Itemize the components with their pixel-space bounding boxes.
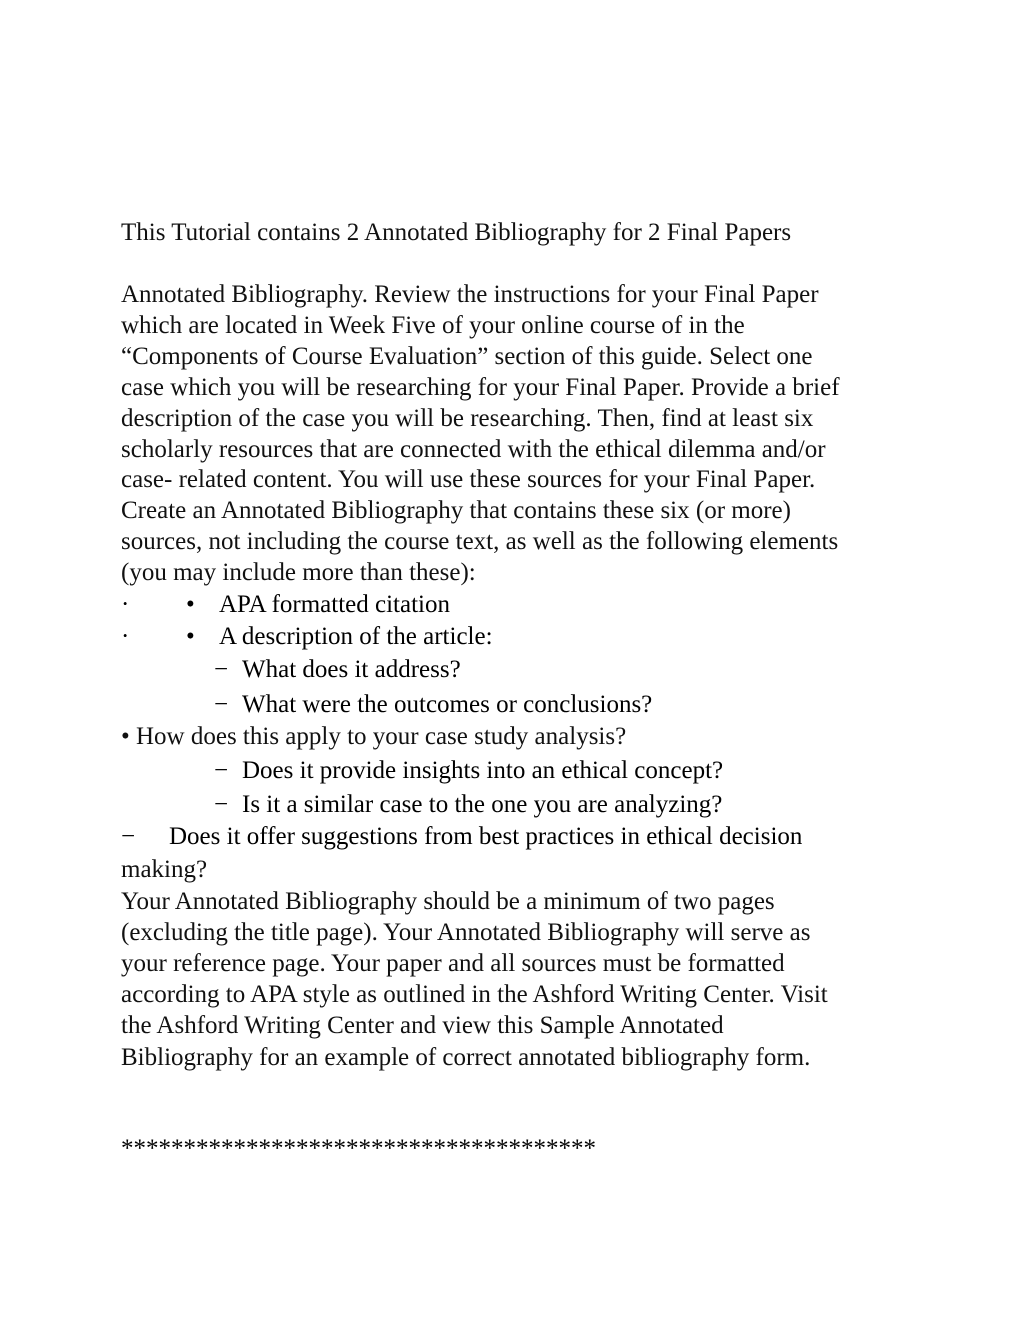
intro-line: “Components of Course Evaluation” section of this guide. Select one xyxy=(121,343,813,370)
closing-line: Your Annotated Bibliography should be a minimum of two pages xyxy=(121,888,775,915)
sub-list-item-text: Does it provide insights into an ethical concept? xyxy=(242,757,724,784)
intro-line: sources, not including the course text, as well as the following elements xyxy=(121,528,839,555)
intro-line: description of the case you will be researching. Then, find at least six xyxy=(121,405,814,432)
sub-list-item xyxy=(121,822,802,852)
closing-line: Bibliography for an example of correct annotated bibliography form. xyxy=(121,1044,811,1071)
intro-line: (you may include more than these): xyxy=(121,559,476,586)
list-item xyxy=(186,590,450,620)
sub-list-item xyxy=(214,655,461,685)
sub-list-item-text: Does it offer suggestions from best practices in ethical decision xyxy=(169,823,803,850)
sub-list-item-text: What does it address? xyxy=(242,656,461,683)
document-heading: This Tutorial contains 2 Annotated Bibliography for 2 Final Papers xyxy=(121,219,792,246)
dot-marker: · xyxy=(121,623,130,650)
bullet-icon: • xyxy=(186,591,195,618)
dash-icon: − xyxy=(214,656,229,683)
list-item xyxy=(186,622,493,652)
list-item-text: A description of the article: xyxy=(219,623,493,650)
separator-stars: ************************************** xyxy=(121,1135,596,1162)
intro-line: Annotated Bibliography. Review the instructions for your Final Paper xyxy=(121,281,819,308)
closing-line: your reference page. Your paper and all sources must be formatted xyxy=(121,950,785,977)
intro-line: which are located in Week Five of your online course of in the xyxy=(121,312,745,339)
closing-line: according to APA style as outlined in the Ashford Writing Center. Visit xyxy=(121,981,828,1008)
intro-line: case which you will be researching for your Final Paper. Provide a brief xyxy=(121,374,840,401)
dot-marker: · xyxy=(121,591,130,618)
dash-icon: − xyxy=(214,791,229,818)
list-item: • How does this apply to your case study analysis? xyxy=(121,723,627,750)
sub-list-item-text: What were the outcomes or conclusions? xyxy=(242,691,653,718)
dash-icon: − xyxy=(121,823,136,850)
intro-line: Create an Annotated Bibliography that contains these six (or more) xyxy=(121,497,791,524)
dash-icon: − xyxy=(214,757,229,784)
intro-line: scholarly resources that are connected with the ethical dilemma and/or xyxy=(121,436,826,463)
sub-list-item-continuation: making? xyxy=(121,856,208,883)
sub-list-item xyxy=(214,756,723,786)
sub-list-item xyxy=(214,690,652,720)
intro-line: case- related content. You will use these sources for your Final Paper. xyxy=(121,466,816,493)
closing-line: (excluding the title page). Your Annotated Bibliography will serve as xyxy=(121,919,811,946)
sub-list-item xyxy=(214,790,722,820)
sub-list-item-text: Is it a similar case to the one you are analyzing? xyxy=(242,791,723,818)
dash-icon: − xyxy=(214,691,229,718)
list-item-text: APA formatted citation xyxy=(219,591,450,618)
closing-line: the Ashford Writing Center and view this Sample Annotated xyxy=(121,1012,724,1039)
bullet-icon: • xyxy=(186,623,195,650)
